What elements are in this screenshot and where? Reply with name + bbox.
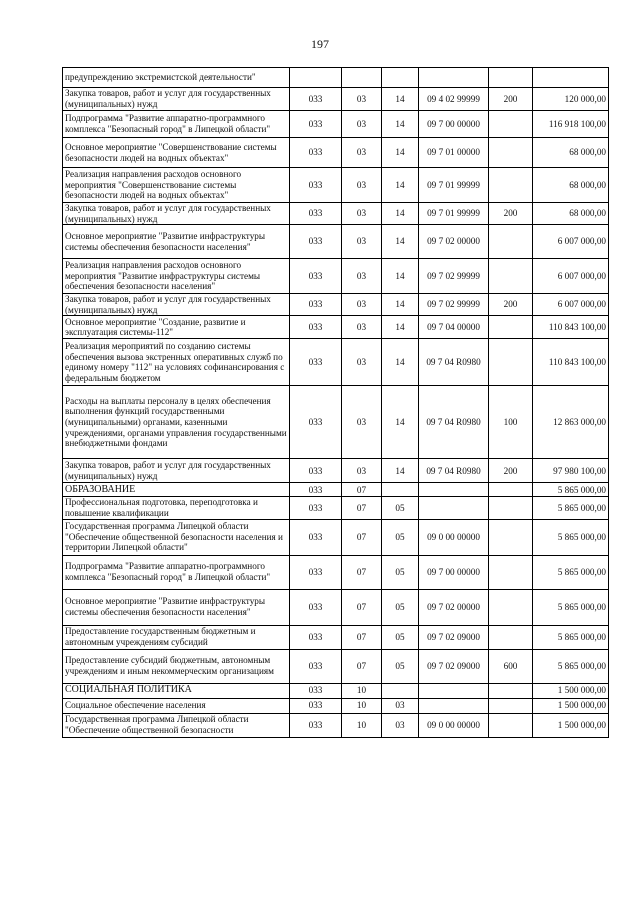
subsection-code-cell: 14 [382,203,419,225]
expense-type-cell: 200 [489,203,533,225]
table-row [63,683,609,698]
row-name-cell: Расходы на выплаты персоналу в целях обеспечения выполнения функций государственными (муниципальными) органами, казенными учреждениями, органами управления государственными внебюджетными фондами [63,386,290,459]
expense-type-cell [489,483,533,497]
admin-code-cell: 033 [290,698,342,713]
subsection-code-cell: 14 [382,459,419,483]
subsection-code-cell [382,483,419,497]
table-row [63,589,609,625]
amount-cell: 5 865 000,00 [533,589,609,625]
amount-cell: 1 500 000,00 [533,698,609,713]
subsection-code-cell [382,683,419,698]
expense-type-cell [489,259,533,294]
amount-cell: 110 843 100,00 [533,316,609,339]
row-name-cell: СОЦИАЛЬНАЯ ПОЛИТИКА [63,683,290,698]
target-article-cell: 09 7 04 R0980 [419,339,489,386]
section-code-cell: 07 [342,497,382,519]
table-row [63,555,609,589]
subsection-code-cell: 14 [382,225,419,259]
admin-code-cell: 033 [290,713,342,737]
table-row [63,203,609,225]
target-article-cell [419,497,489,519]
amount-cell: 5 865 000,00 [533,555,609,589]
amount-cell: 12 863 000,00 [533,386,609,459]
row-name-cell: Социальное обеспечение населения [63,698,290,713]
expense-type-cell [489,225,533,259]
table-row [63,625,609,649]
section-code-cell: 03 [342,459,382,483]
row-name-cell: Предоставление субсидий бюджетным, автономным учреждениям и иным некоммерческим организациям [63,649,290,683]
amount-cell: 5 865 000,00 [533,483,609,497]
admin-code-cell: 033 [290,459,342,483]
amount-cell: 116 918 100,00 [533,111,609,138]
section-code-cell: 07 [342,589,382,625]
expense-type-cell [489,138,533,168]
admin-code-cell: 033 [290,111,342,138]
admin-code-cell: 033 [290,497,342,519]
target-article-cell: 09 7 01 99999 [419,168,489,203]
table-row [63,339,609,386]
expense-type-cell [489,519,533,555]
target-article-cell: 09 7 00 00000 [419,111,489,138]
row-name-cell: предупреждению экстремистской деятельности" [63,68,290,88]
target-article-cell: 09 7 02 00000 [419,225,489,259]
section-code-cell: 07 [342,519,382,555]
target-article-cell: 09 7 01 99999 [419,203,489,225]
target-article-cell: 09 4 02 99999 [419,88,489,111]
row-name-cell: Закупка товаров, работ и услуг для государственных (муниципальных) нужд [63,203,290,225]
row-name-cell: Основное мероприятие "Создание, развитие и эксплуатация системы-112" [63,316,290,339]
section-code-cell: 10 [342,698,382,713]
target-article-cell [419,483,489,497]
expense-type-cell [489,497,533,519]
table-row [63,225,609,259]
section-code-cell: 03 [342,316,382,339]
admin-code-cell: 033 [290,589,342,625]
admin-code-cell: 033 [290,386,342,459]
target-article-cell: 09 7 04 R0980 [419,386,489,459]
expense-type-cell [489,111,533,138]
table-row [63,259,609,294]
section-code-cell: 03 [342,111,382,138]
table-row [63,649,609,683]
section-code-cell: 03 [342,225,382,259]
amount-cell: 5 865 000,00 [533,519,609,555]
subsection-code-cell: 05 [382,649,419,683]
table-row [63,168,609,203]
target-article-cell: 09 7 02 09000 [419,649,489,683]
expense-type-cell [489,339,533,386]
table-row [63,497,609,519]
table-row [63,111,609,138]
admin-code-cell: 033 [290,203,342,225]
table-row [63,294,609,316]
section-code-cell: 03 [342,339,382,386]
target-article-cell: 09 7 04 R0980 [419,459,489,483]
amount-cell: 5 865 000,00 [533,497,609,519]
expense-type-cell: 100 [489,386,533,459]
target-article-cell [419,683,489,698]
expense-type-cell [489,316,533,339]
target-article-cell: 09 0 00 00000 [419,519,489,555]
admin-code-cell: 033 [290,316,342,339]
expense-type-cell: 200 [489,459,533,483]
subsection-code-cell: 05 [382,555,419,589]
section-code-cell: 07 [342,483,382,497]
row-name-cell: Основное мероприятие "Развитие инфраструктуры системы обеспечения безопасности населения" [63,225,290,259]
target-article-cell: 09 0 00 00000 [419,713,489,737]
subsection-code-cell: 14 [382,339,419,386]
expense-type-cell: 200 [489,88,533,111]
subsection-code-cell: 14 [382,111,419,138]
row-name-cell: ОБРАЗОВАНИЕ [63,483,290,497]
row-name-cell: Профессиональная подготовка, переподготовка и повышение квалификации [63,497,290,519]
section-code-cell: 10 [342,713,382,737]
subsection-code-cell: 05 [382,519,419,555]
amount-cell: 97 980 100,00 [533,459,609,483]
amount-cell: 6 007 000,00 [533,225,609,259]
amount-cell: 5 865 000,00 [533,649,609,683]
subsection-code-cell: 05 [382,625,419,649]
row-name-cell: Подпрограмма "Развитие аппаратно-программного комплекса "Безопасный город" в Липецкой области" [63,555,290,589]
target-article-cell: 09 7 02 00000 [419,589,489,625]
section-code-cell: 03 [342,203,382,225]
section-code-cell: 03 [342,294,382,316]
admin-code-cell [290,68,342,88]
table-row [63,386,609,459]
target-article-cell: 09 7 02 99999 [419,294,489,316]
table-row [63,483,609,497]
row-name-cell: Реализация направления расходов основного мероприятия "Совершенствование системы безопасности людей на водных объектах" [63,168,290,203]
target-article-cell: 09 7 01 00000 [419,138,489,168]
section-code-cell: 03 [342,88,382,111]
section-code-cell: 07 [342,649,382,683]
section-code-cell: 03 [342,259,382,294]
row-name-cell: Закупка товаров, работ и услуг для государственных (муниципальных) нужд [63,294,290,316]
table-row [63,138,609,168]
expense-type-cell: 200 [489,294,533,316]
target-article-cell [419,68,489,88]
target-article-cell: 09 7 04 00000 [419,316,489,339]
amount-cell: 5 865 000,00 [533,625,609,649]
amount-cell: 6 007 000,00 [533,294,609,316]
table-row [63,88,609,111]
expense-type-cell [489,168,533,203]
expense-type-cell [489,683,533,698]
budget-table-body [63,68,609,738]
subsection-code-cell: 14 [382,294,419,316]
table-row [63,698,609,713]
expense-type-cell [489,555,533,589]
row-name-cell: Государственная программа Липецкой области "Обеспечение общественной безопасности [63,713,290,737]
amount-cell: 6 007 000,00 [533,259,609,294]
table-row [63,519,609,555]
admin-code-cell: 033 [290,649,342,683]
admin-code-cell: 033 [290,88,342,111]
amount-cell: 1 500 000,00 [533,683,609,698]
admin-code-cell: 033 [290,138,342,168]
admin-code-cell: 033 [290,625,342,649]
admin-code-cell: 033 [290,339,342,386]
amount-cell: 68 000,00 [533,203,609,225]
subsection-code-cell: 05 [382,497,419,519]
budget-table [62,67,609,738]
target-article-cell: 09 7 02 09000 [419,625,489,649]
section-code-cell: 03 [342,386,382,459]
table-row [63,713,609,737]
admin-code-cell: 033 [290,259,342,294]
amount-cell [533,68,609,88]
admin-code-cell: 033 [290,683,342,698]
row-name-cell: Основное мероприятие "Совершенствование системы безопасности людей на водных объектах" [63,138,290,168]
expense-type-cell [489,713,533,737]
admin-code-cell: 033 [290,519,342,555]
amount-cell: 1 500 000,00 [533,713,609,737]
subsection-code-cell: 14 [382,88,419,111]
row-name-cell: Подпрограмма "Развитие аппаратно-программного комплекса "Безопасный город" в Липецкой области" [63,111,290,138]
subsection-code-cell: 14 [382,168,419,203]
amount-cell: 120 000,00 [533,88,609,111]
target-article-cell: 09 7 02 99999 [419,259,489,294]
row-name-cell: Основное мероприятие "Развитие инфраструктуры системы обеспечения безопасности населения" [63,589,290,625]
expense-type-cell [489,589,533,625]
page-number: 197 [311,37,329,51]
section-code-cell: 07 [342,555,382,589]
expense-type-cell [489,698,533,713]
section-code-cell: 03 [342,138,382,168]
admin-code-cell: 033 [290,168,342,203]
row-name-cell: Закупка товаров, работ и услуг для государственных (муниципальных) нужд [63,88,290,111]
subsection-code-cell: 14 [382,138,419,168]
row-name-cell: Государственная программа Липецкой области "Обеспечение общественной безопасности населения и территории Липецкой области" [63,519,290,555]
table-row [63,316,609,339]
amount-cell: 110 843 100,00 [533,339,609,386]
section-code-cell: 10 [342,683,382,698]
section-code-cell [342,68,382,88]
subsection-code-cell: 14 [382,386,419,459]
subsection-code-cell: 05 [382,589,419,625]
subsection-code-cell: 14 [382,259,419,294]
admin-code-cell: 033 [290,555,342,589]
section-code-cell: 03 [342,168,382,203]
admin-code-cell: 033 [290,294,342,316]
row-name-cell: Реализация направления расходов основного мероприятия "Развитие инфраструктуры системы обеспечения безопасности населения" [63,259,290,294]
table-row [63,68,609,88]
subsection-code-cell: 03 [382,698,419,713]
target-article-cell: 09 7 00 00000 [419,555,489,589]
amount-cell: 68 000,00 [533,138,609,168]
admin-code-cell: 033 [290,225,342,259]
amount-cell: 68 000,00 [533,168,609,203]
subsection-code-cell: 14 [382,316,419,339]
row-name-cell: Предоставление государственным бюджетным и автономным учреждениям субсидий [63,625,290,649]
subsection-code-cell [382,68,419,88]
target-article-cell [419,698,489,713]
section-code-cell: 07 [342,625,382,649]
subsection-code-cell: 03 [382,713,419,737]
expense-type-cell [489,625,533,649]
expense-type-cell: 600 [489,649,533,683]
expense-type-cell [489,68,533,88]
admin-code-cell: 033 [290,483,342,497]
row-name-cell: Закупка товаров, работ и услуг для государственных (муниципальных) нужд [63,459,290,483]
row-name-cell: Реализация мероприятий по созданию системы обеспечения вызова экстренных оперативных служб по единому номеру "112" на условиях софинансирования с федеральным бюджетом [63,339,290,386]
table-row [63,459,609,483]
